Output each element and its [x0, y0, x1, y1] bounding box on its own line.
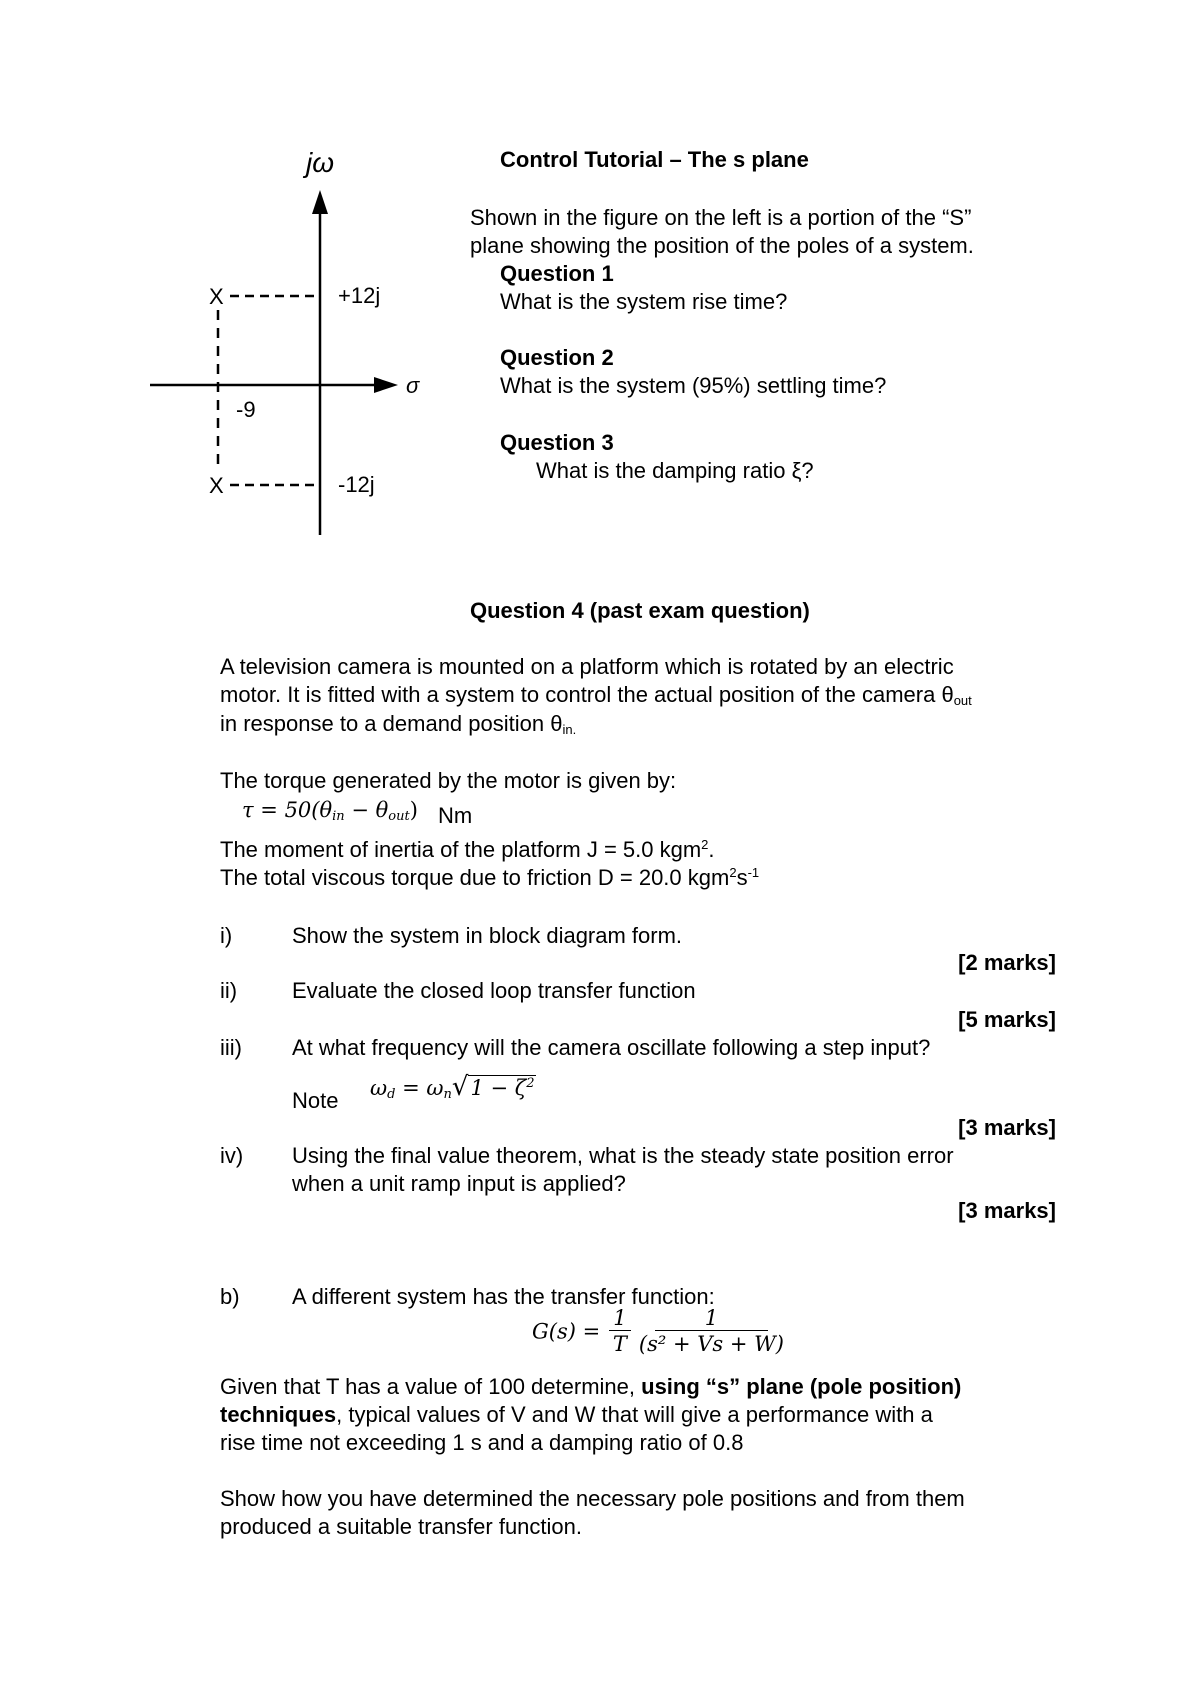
part-iv-label: iv): [220, 1143, 244, 1168]
sigma-axis-label: σ: [406, 373, 420, 398]
note-equation: $\omega_d = \omega_n√1 - \zeta^2$: [370, 1072, 535, 1102]
inertia-line: The moment of inertia of the platform J = 5.0 kgm$^2$.: [220, 837, 715, 862]
torque-equation: $\tau = 50(\theta_{in} - \theta_{out})$ Nm: [242, 798, 473, 828]
question-1-text: What is the system rise time?: [500, 289, 788, 314]
part-i-label: i): [220, 923, 233, 948]
q4-paragraph-line-2: motor. It is fitted with a system to control the actual position of the camera $\theta_{out}$: [220, 682, 972, 708]
intro-line-1: Shown in the figure on the left is a portion of the “S”: [470, 205, 972, 230]
lower-pole-marker: X: [209, 473, 224, 498]
note-label: Note: [292, 1088, 339, 1113]
s-plane-diagram: [150, 140, 440, 540]
part-iii-label: iii): [220, 1035, 242, 1060]
part-iii-marks: [3 marks]: [958, 1115, 1056, 1140]
part-iii-text: At what frequency will the camera oscillate following a step input?: [292, 1035, 931, 1060]
friction-line: The total viscous torque due to friction D = 20.0 $kgm^2s^{-1}$: [220, 865, 760, 890]
question-1-heading: Question 1: [500, 261, 614, 286]
given-line-1: Given that T has a value of 100 determine, using “s” plane (pole position): [220, 1374, 962, 1399]
part-iv-text-2: when a unit ramp input is applied?: [292, 1171, 626, 1196]
show-line-2: produced a suitable transfer function.: [220, 1514, 583, 1539]
question-3-heading: Question 3: [500, 430, 614, 455]
q4-paragraph-line-1: A television camera is mounted on a platform which is rotated by an electric: [220, 654, 954, 679]
jw-axis-label: jω: [306, 147, 335, 178]
part-i-marks: [2 marks]: [958, 950, 1056, 975]
part-ii-label: ii): [220, 978, 238, 1003]
real-part-label: -9: [236, 397, 256, 422]
upper-pole-marker: X: [209, 284, 224, 309]
part-ii-marks: [5 marks]: [958, 1007, 1056, 1032]
part-ii-text: Evaluate the closed loop transfer function: [292, 978, 696, 1003]
lower-pole-label: -12j: [338, 472, 375, 497]
question-4-heading: Question 4 (past exam question): [470, 598, 810, 623]
part-b-label: b): [220, 1284, 240, 1309]
page-title: Control Tutorial – The s plane: [500, 147, 809, 172]
intro-line-2: plane showing the position of the poles of a system.: [470, 233, 974, 258]
upper-pole-label: +12j: [338, 283, 381, 308]
part-iv-marks: [3 marks]: [958, 1198, 1056, 1223]
given-line-3: rise time not exceeding 1 s and a damping ratio of 0.8: [220, 1430, 744, 1455]
question-2-text: What is the system (95%) settling time?: [500, 373, 887, 398]
torque-intro: The torque generated by the motor is given by:: [220, 768, 677, 793]
q4-paragraph-line-3: in response to a demand position $\theta_{in.}$: [220, 711, 577, 737]
part-b-text: A different system has the transfer function:: [292, 1284, 715, 1309]
part-i-text: Show the system in block diagram form.: [292, 923, 683, 948]
given-line-2: techniques, typical values of V and W that will give a performance with a: [220, 1402, 933, 1427]
question-3-text: What is the damping ratio ξ?: [536, 458, 814, 483]
real-axis-arrow: [374, 377, 398, 393]
show-line-1: Show how you have determined the necessary pole positions and from them: [220, 1486, 965, 1511]
part-iv-text: Using the final value theorem, what is the steady state position error: [292, 1143, 954, 1168]
question-2-heading: Question 2: [500, 345, 614, 370]
torque-unit: Nm: [438, 803, 473, 828]
imaginary-axis-arrow: [312, 190, 328, 214]
transfer-function-equation: G(s) = $\frac{1}{T}$ $\frac{1}{\text{(s² + Vs + W)}}$: [532, 1306, 784, 1356]
